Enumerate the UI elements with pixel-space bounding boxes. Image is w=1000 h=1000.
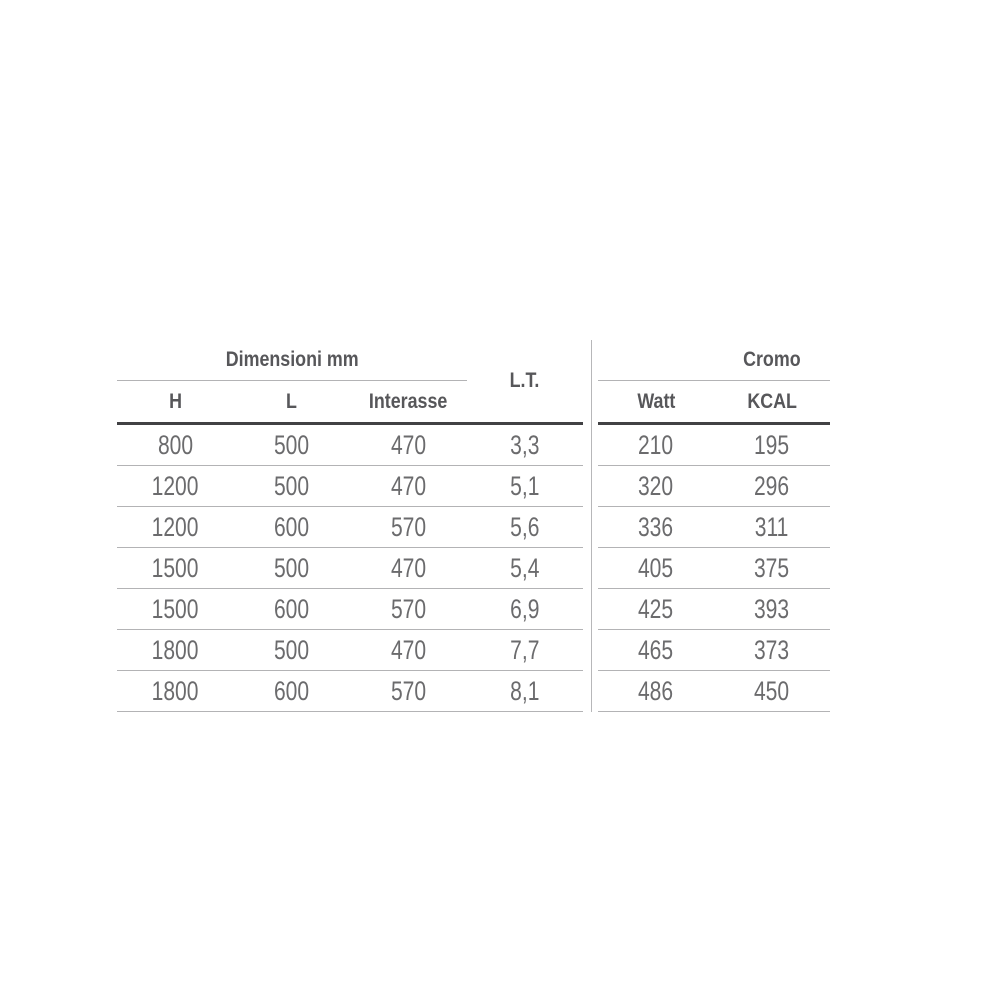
- cromo-group-row: [598, 339, 830, 381]
- cell-lt: [467, 630, 584, 670]
- kcal-value: 296: [754, 470, 790, 501]
- h-value: 1200: [151, 511, 199, 542]
- lt-value: 5,1: [510, 470, 540, 501]
- section-divider: [591, 340, 592, 712]
- table-row: [117, 671, 583, 712]
- h-value: 1500: [151, 552, 199, 583]
- table-row: [598, 630, 830, 671]
- column-header-interasse: [350, 381, 467, 422]
- cromo-header: [598, 339, 830, 425]
- interasse-value: 470: [390, 552, 426, 583]
- table-row: [598, 466, 830, 507]
- l-value: 600: [274, 511, 310, 542]
- cell-kcal: [714, 466, 830, 506]
- lt-value: 5,6: [510, 511, 540, 542]
- h-value: 1200: [151, 470, 199, 501]
- watt-value: 425: [638, 593, 674, 624]
- cromo-group-header: [714, 339, 830, 380]
- interasse-value: 570: [390, 593, 426, 624]
- cell-interasse: [350, 671, 467, 711]
- h-value: 1800: [151, 675, 199, 706]
- h-label: H: [168, 389, 182, 413]
- cell-kcal: [714, 671, 830, 711]
- cromo-section: [598, 339, 830, 712]
- l-value: 500: [274, 470, 310, 501]
- cell-kcal: [714, 425, 830, 465]
- cell-kcal: [714, 548, 830, 588]
- lt-value: 8,1: [510, 675, 540, 706]
- cell-interasse: [350, 589, 467, 629]
- l-value: 600: [274, 675, 310, 706]
- kcal-value: 375: [754, 552, 790, 583]
- interasse-label: Interasse: [369, 389, 448, 413]
- cell-watt: [598, 589, 714, 629]
- table-row: [117, 425, 583, 466]
- cell-interasse: [350, 466, 467, 506]
- cell-l: [234, 630, 351, 670]
- cell-interasse: [350, 425, 467, 465]
- interasse-value: 570: [390, 675, 426, 706]
- kcal-value: 195: [754, 429, 790, 460]
- table-row: [598, 589, 830, 630]
- kcal-value: 393: [754, 593, 790, 624]
- cell-lt: [467, 425, 584, 465]
- l-value: 500: [274, 634, 310, 665]
- cell-l: [234, 671, 351, 711]
- cell-h: [117, 548, 234, 588]
- watt-value: 210: [638, 429, 674, 460]
- interasse-value: 470: [390, 634, 426, 665]
- cell-l: [234, 589, 351, 629]
- cell-lt: [467, 589, 584, 629]
- watt-value: 336: [638, 511, 674, 542]
- column-header-lt: [467, 339, 584, 422]
- interasse-value: 470: [390, 429, 426, 460]
- dimensions-group-header: [117, 339, 467, 381]
- column-header-h: [117, 381, 234, 422]
- cell-h: [117, 466, 234, 506]
- table-row: [598, 548, 830, 589]
- watt-value: 465: [638, 634, 674, 665]
- kcal-value: 311: [755, 511, 789, 542]
- cell-h: [117, 425, 234, 465]
- cell-l: [234, 507, 351, 547]
- h-value: 800: [157, 429, 193, 460]
- kcal-value: 450: [754, 675, 790, 706]
- cell-watt: [598, 425, 714, 465]
- cell-l: [234, 548, 351, 588]
- watt-label: Watt: [636, 389, 676, 413]
- cell-lt: [467, 466, 584, 506]
- dimensions-group-label: Dimensioni mm: [225, 347, 359, 371]
- h-value: 1800: [151, 634, 199, 665]
- table-row: [117, 507, 583, 548]
- cell-kcal: [714, 507, 830, 547]
- cell-watt: [598, 548, 714, 588]
- table-row: [117, 589, 583, 630]
- cromo-body: [598, 425, 830, 712]
- column-header-kcal: [714, 381, 830, 422]
- cell-kcal: [714, 630, 830, 670]
- cell-h: [117, 589, 234, 629]
- dimensions-section: [117, 339, 583, 712]
- dimensions-body: [117, 425, 583, 712]
- table-row: [117, 630, 583, 671]
- table-row: [117, 466, 583, 507]
- cell-interasse: [350, 548, 467, 588]
- watt-value: 486: [638, 675, 674, 706]
- l-label: L: [286, 389, 298, 413]
- l-value: 600: [274, 593, 310, 624]
- cell-interasse: [350, 507, 467, 547]
- cell-watt: [598, 507, 714, 547]
- l-value: 500: [274, 429, 310, 460]
- table-row: [117, 548, 583, 589]
- column-header-watt: [598, 381, 714, 422]
- cell-l: [234, 466, 351, 506]
- cromo-group-spacer: [598, 339, 714, 380]
- watt-value: 320: [638, 470, 674, 501]
- cell-watt: [598, 466, 714, 506]
- cell-lt: [467, 507, 584, 547]
- interasse-value: 470: [390, 470, 426, 501]
- l-value: 500: [274, 552, 310, 583]
- watt-value: 405: [638, 552, 674, 583]
- cell-h: [117, 507, 234, 547]
- table-row: [598, 507, 830, 548]
- column-header-l: [234, 381, 351, 422]
- cell-h: [117, 630, 234, 670]
- interasse-value: 570: [390, 511, 426, 542]
- cell-kcal: [714, 589, 830, 629]
- cell-interasse: [350, 630, 467, 670]
- cell-watt: [598, 671, 714, 711]
- cromo-label: Cromo: [743, 347, 801, 371]
- cell-l: [234, 425, 351, 465]
- lt-label: L.T.: [509, 368, 540, 392]
- lt-value: 5,4: [510, 552, 540, 583]
- table-row: [598, 671, 830, 712]
- kcal-value: 373: [754, 634, 790, 665]
- cell-h: [117, 671, 234, 711]
- table-row: [598, 425, 830, 466]
- dimensions-header: [117, 339, 583, 425]
- lt-value: 7,7: [510, 634, 540, 665]
- cell-lt: [467, 548, 584, 588]
- lt-value: 3,3: [510, 429, 540, 460]
- cell-watt: [598, 630, 714, 670]
- lt-value: 6,9: [510, 593, 540, 624]
- cell-lt: [467, 671, 584, 711]
- kcal-label: KCAL: [747, 389, 797, 413]
- h-value: 1500: [151, 593, 199, 624]
- spec-table: [117, 339, 830, 712]
